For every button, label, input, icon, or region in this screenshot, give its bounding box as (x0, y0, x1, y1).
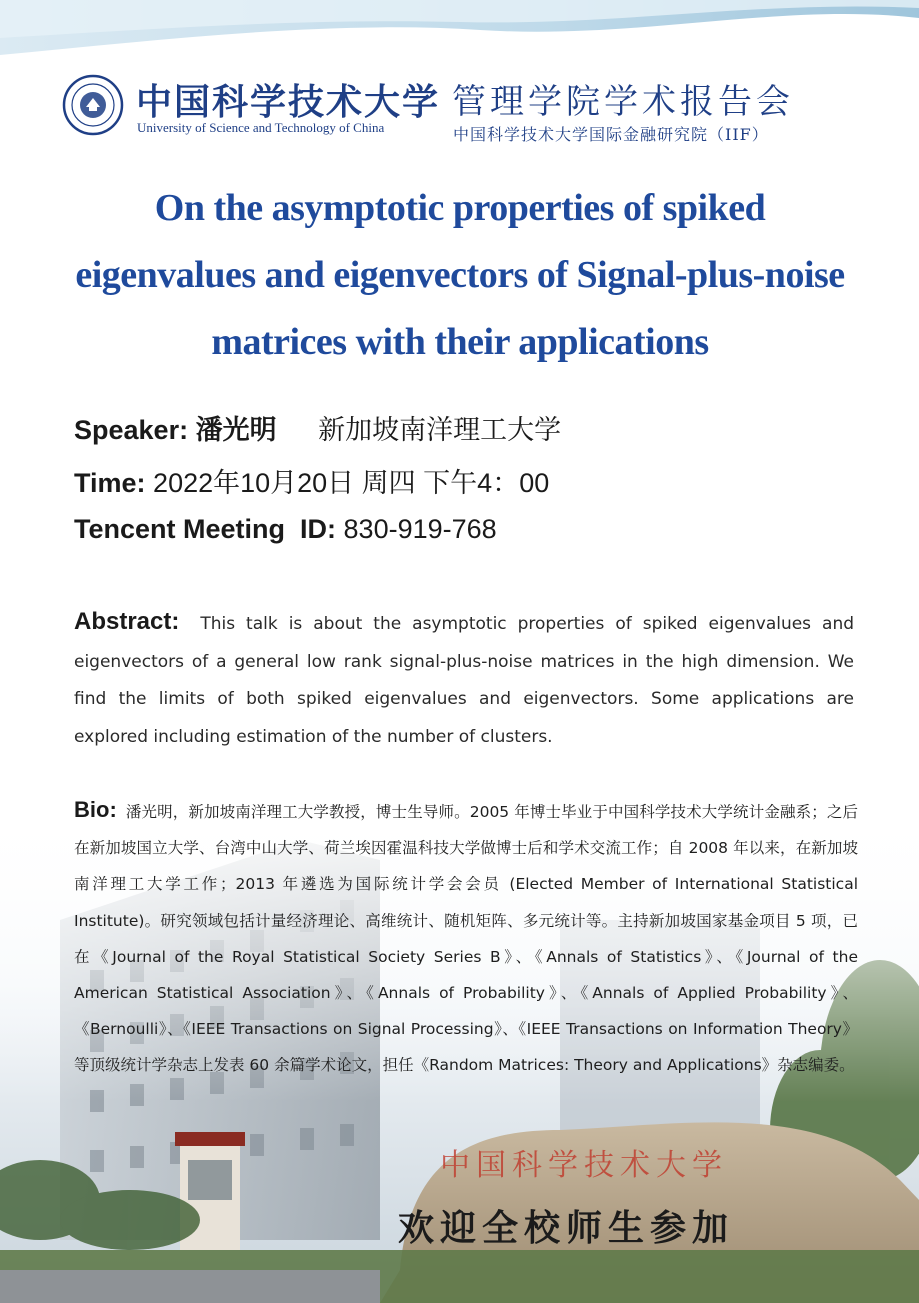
speaker-name: 潘光明 (195, 415, 277, 445)
bio (74, 792, 858, 1084)
abstract-text: This talk is about the asymptotic properties of spiked eigenvalues and eigenvectors of a general low rank signal-plus-noise matrices in the high dimension. We find the limits of both spiked eigenvalues and eigenvectors. Some applications are explored including estimation of the number of clusters. (74, 614, 855, 747)
meeting-row (74, 514, 561, 567)
title-line: matrices with their applications (211, 321, 709, 363)
bio-label: Bio: (74, 797, 117, 822)
header (62, 70, 862, 150)
top-wave-decoration (0, 0, 919, 70)
abstract-label: Abstract: (74, 608, 180, 635)
meeting-id: 830-919-768 (343, 514, 497, 544)
talk-info (74, 408, 561, 567)
title-line: eigenvalues and eigenvectors of Signal-plus-noise (75, 254, 845, 296)
rock-inscription: 中国科学技术大学 (440, 1148, 728, 1183)
meeting-label: Tencent Meeting ID: (74, 514, 337, 544)
time-row (74, 461, 561, 514)
time-label: Time: (74, 468, 146, 498)
bio-text: 潘光明，新加坡南洋理工大学教授，博士生导师。2005 年博士毕业于中国科学技术大学统计金融系；之后在新加坡国立大学、台湾中山大学、荷兰埃因霍温科技大学做博士后和学术交流工作；自 2008 年以来，在新加坡南洋理工大学工作；2013 年遴选为国际统计学会会员 (Elected Member of International Statistical Institute)。研究领域包括计量经济理论、高维统计、随机矩阵、多元统计等。主持新加坡国家基金项目 5 项，已在《Journal of the Royal Statistical Society Series B》、《Annals of Statistics》、《Journal of the American Statistical Association》、《Annals of Probability》、《Annals of Applied Probability》、《Bernoulli》、《IEEE Transactions on Signal Processing》、《IEEE Transactions on Information Theory》 等顶级统计学杂志上发表 60 余篇学术论文，担任《Random Matrices: Theory and Applications》杂志编委。 (74, 803, 858, 1075)
event-series-title: 管理学院学术报告会 (452, 82, 794, 122)
university-name-cn: 中国科学技术大学 (136, 81, 441, 123)
institute-name: 中国科学技术大学国际金融研究院（IIF） (453, 125, 769, 144)
speaker-row (74, 408, 561, 461)
speaker-label: Speaker: (74, 415, 189, 445)
university-seal-icon (62, 74, 124, 136)
university-name-en: University of Science and Technology of China (137, 120, 385, 135)
time-value: 2022年10月20日 周四 下午4：00 (153, 468, 550, 498)
speaker-affiliation: 新加坡南洋理工大学 (318, 415, 562, 445)
abstract (74, 603, 854, 756)
welcome-banner: 欢迎全校师生参加 (398, 1207, 735, 1249)
talk-title (40, 175, 880, 376)
title-line: On the asymptotic properties of spiked (154, 187, 766, 229)
